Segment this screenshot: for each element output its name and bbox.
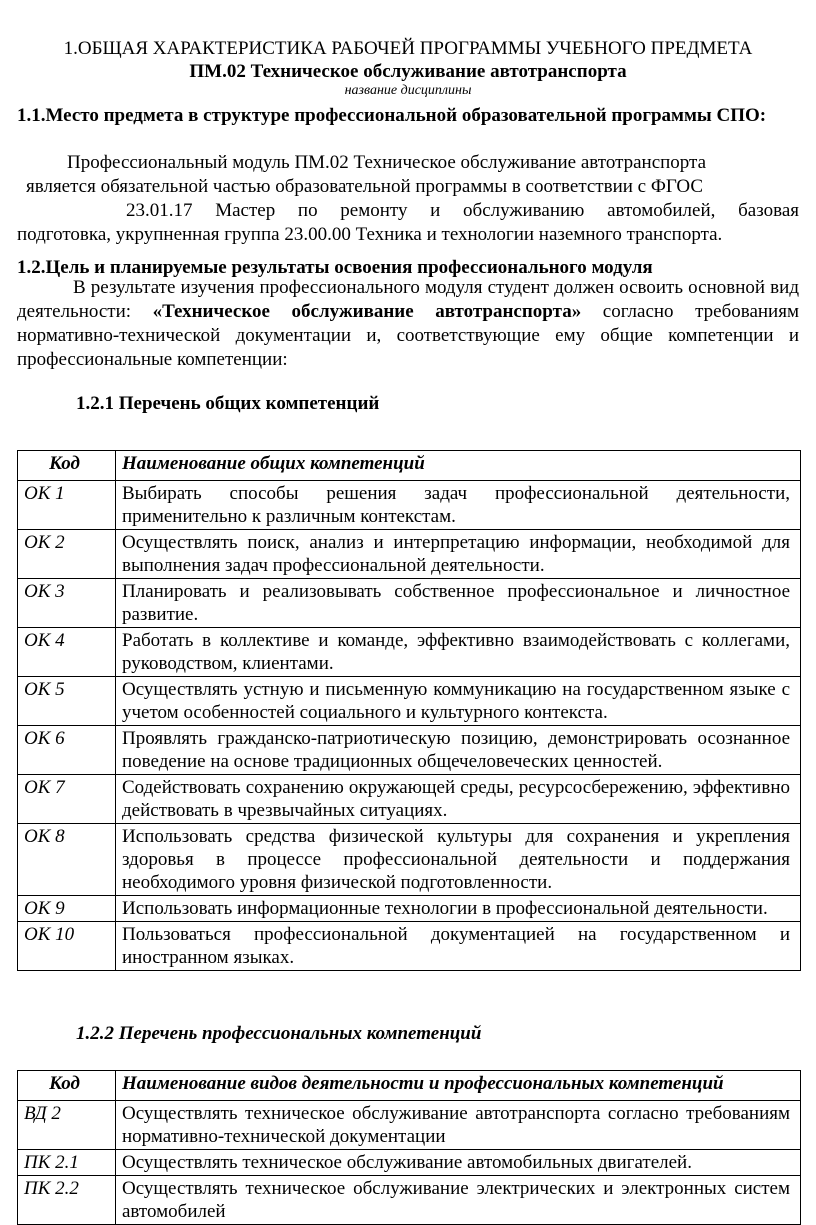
section-1-1-heading: 1.1.Место предмета в структуре профессиональной образовательной программы СПО: bbox=[17, 105, 767, 126]
column-header-name: Наименование общих компетенций bbox=[116, 451, 801, 481]
competency-code: ОК 1 bbox=[18, 481, 116, 530]
table-row bbox=[18, 726, 801, 775]
section-1-2-paragraph bbox=[17, 276, 799, 372]
professional-competencies-body bbox=[18, 1101, 801, 1225]
discipline-caption: название дисциплины bbox=[344, 83, 472, 98]
competency-code: ОК 7 bbox=[18, 775, 116, 824]
competency-code: ОК 2 bbox=[18, 530, 116, 579]
competency-description: Планировать и реализовывать собственное профессиональное и личностное развитие. bbox=[116, 579, 801, 628]
general-competencies-heading: 1.2.1 Перечень общих компетенций bbox=[76, 393, 380, 414]
table-header-row bbox=[18, 451, 801, 481]
competency-code: ОК 3 bbox=[18, 579, 116, 628]
table-row bbox=[18, 922, 801, 971]
competency-description: Использовать средства физической культуры для сохранения и укрепления здоровья в процессе профессиональной деятельности и поддержания необходимого уровня физической подготовленности. bbox=[116, 824, 801, 896]
competency-description: Осуществлять поиск, анализ и интерпретацию информации, необходимой для выполнения задач профессиональной деятельности. bbox=[116, 530, 801, 579]
paragraph-text: В результате изучения профессионального модуля студент должен освоить основной вид деятельности: bbox=[17, 277, 799, 322]
table-row bbox=[18, 1101, 801, 1150]
competency-description: Выбирать способы решения задач профессиональной деятельности, применительно к различным контекстам. bbox=[116, 481, 801, 530]
competency-code: ОК 8 bbox=[18, 824, 116, 896]
column-header-name: Наименование видов деятельности и профессиональных компетенций bbox=[116, 1071, 801, 1101]
competency-code: ОК 10 bbox=[18, 922, 116, 971]
professional-competencies-table bbox=[17, 1070, 801, 1225]
section-1-1-line: является обязательной частью образовательной программы в соответствии с ФГОС bbox=[26, 176, 703, 197]
table-row bbox=[18, 775, 801, 824]
document-title: 1.ОБЩАЯ ХАРАКТЕРИСТИКА РАБОЧЕЙ ПРОГРАММЫ УЧЕБНОГО ПРЕДМЕТА bbox=[63, 38, 753, 59]
table-row bbox=[18, 530, 801, 579]
section-1-2-heading: 1.2.Цель и планируемые результаты освоения профессионального модуля bbox=[17, 257, 653, 278]
table-header-row bbox=[18, 1071, 801, 1101]
competency-code: ПК 2.2 bbox=[18, 1176, 116, 1225]
table-row bbox=[18, 628, 801, 677]
column-header-code: Код bbox=[18, 451, 116, 481]
competency-description: Осуществлять техническое обслуживание автомобильных двигателей. bbox=[116, 1150, 801, 1176]
table-row bbox=[18, 1150, 801, 1176]
competency-description: Осуществлять техническое обслуживание электрических и электронных систем автомобилей bbox=[116, 1176, 801, 1225]
competency-description: Содействовать сохранению окружающей среды, ресурсосбережению, эффективно действовать в чрезвычайных ситуациях. bbox=[116, 775, 801, 824]
module-title: ПМ.02 Техническое обслуживание автотранспорта bbox=[189, 61, 627, 82]
competency-description: Пользоваться профессиональной документацией на государственном и иностранном языках. bbox=[116, 922, 801, 971]
professional-competencies-heading: 1.2.2 Перечень профессиональных компетенций bbox=[76, 1023, 482, 1044]
column-header-code: Код bbox=[18, 1071, 116, 1101]
competency-code: ОК 9 bbox=[18, 896, 116, 922]
competency-code: ПК 2.1 bbox=[18, 1150, 116, 1176]
competency-code: ОК 4 bbox=[18, 628, 116, 677]
competency-description: Проявлять гражданско-патриотическую позицию, демонстрировать осознанное поведение на основе традиционных общечеловеческих ценностей. bbox=[116, 726, 801, 775]
table-row bbox=[18, 896, 801, 922]
table-row bbox=[18, 824, 801, 896]
table-row bbox=[18, 579, 801, 628]
competency-description: Использовать информационные технологии в профессиональной деятельности. bbox=[116, 896, 801, 922]
competency-description: Осуществлять техническое обслуживание автотранспорта согласно требованиям нормативно-технической документации bbox=[116, 1101, 801, 1150]
activity-name: «Техническое обслуживание автотранспорта» bbox=[152, 301, 582, 322]
general-competencies-table bbox=[17, 450, 801, 971]
paragraph-text: согласно требованиям нормативно-технической документации и, соответствующие ему общие компетенции и профессиональные компетенции: bbox=[17, 301, 799, 370]
section-1-1-line: подготовка, укрупненная группа 23.00.00 Техника и технологии наземного транспорта. bbox=[17, 224, 723, 245]
table-row bbox=[18, 677, 801, 726]
section-1-1-line: Профессиональный модуль ПМ.02 Техническое обслуживание автотранспорта bbox=[67, 152, 707, 173]
table-row bbox=[18, 481, 801, 530]
competency-description: Работать в коллективе и команде, эффективно взаимодействовать с коллегами, руководством, клиентами. bbox=[116, 628, 801, 677]
competency-code: ОК 6 bbox=[18, 726, 116, 775]
competency-code: ОК 5 bbox=[18, 677, 116, 726]
competency-description: Осуществлять устную и письменную коммуникацию на государственном языке с учетом особенностей социального и культурного контекста. bbox=[116, 677, 801, 726]
competency-code: ВД 2 bbox=[18, 1101, 116, 1150]
table-row bbox=[18, 1176, 801, 1225]
section-1-1-line: 23.01.17 Мастер по ремонту и обслуживанию автомобилей, базовая bbox=[126, 200, 799, 221]
general-competencies-body bbox=[18, 481, 801, 971]
